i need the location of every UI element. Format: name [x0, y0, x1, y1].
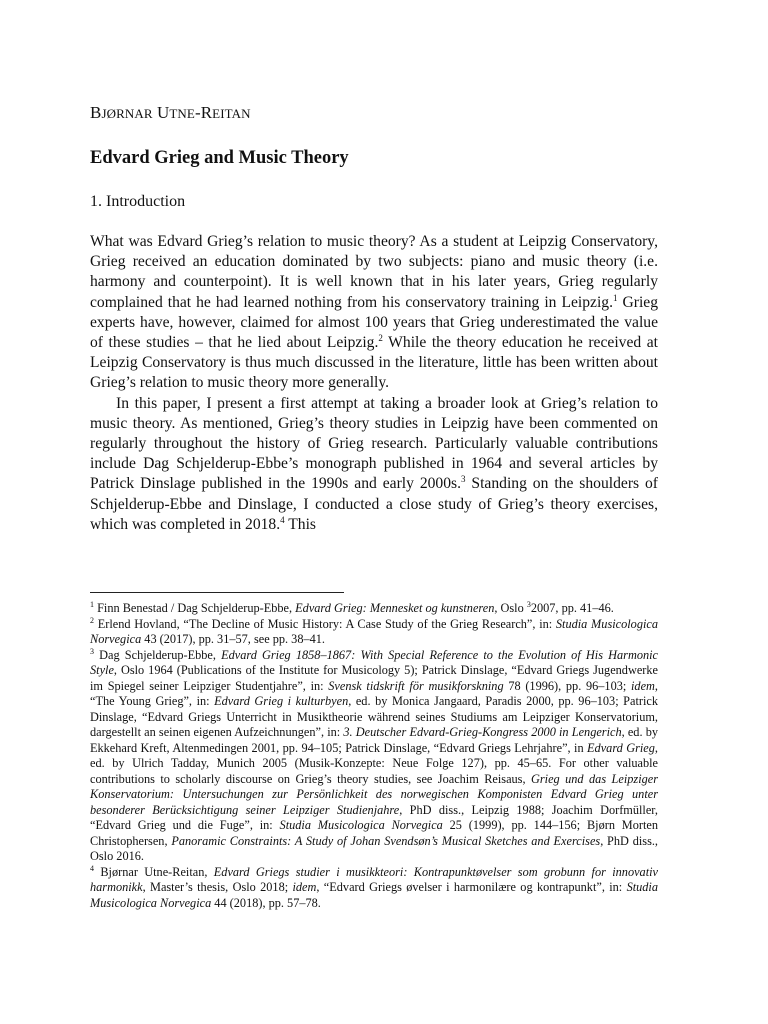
author-initial: U: [156, 103, 170, 122]
text-run: Dag Schjelderup-Ebbe,: [94, 647, 222, 662]
author-name: [90, 103, 251, 123]
text-run: , “Edvard Griegs øvelser i harmonilære og kontrapunkt”, in:: [316, 880, 627, 894]
footnote-ref: 3: [526, 599, 531, 609]
footnote-ref: 1: [613, 292, 618, 303]
text-run: While the theory education he received at Leipzig Conservatory is thus much discussed in the literature, little has been written about Grieg’s relation to music theory more generally.: [90, 334, 658, 392]
footnote-ref: 4: [90, 863, 94, 873]
text-run: 78 (1996), pp. 96–103;: [503, 678, 631, 693]
footnote: [90, 601, 658, 617]
author-initial: B: [90, 103, 102, 122]
author-smallcaps: TNE: [169, 106, 195, 121]
italic-text: idem: [292, 880, 317, 894]
footnote-ref: 4: [280, 514, 285, 525]
text-run: What was Edvard Grieg’s relation to music theory? As a student at Leipzig Conservatory, Grieg received an education dominated by two subjects: piano and music theory (i.e. harmony and counterpoint). It is well known that in his later years, Grieg regularly complained that he had learned nothing from his conservatory training in Leipzig.: [90, 233, 658, 311]
footnote-rule: [90, 592, 344, 593]
italic-text: idem: [631, 678, 655, 693]
footnote-ref: 2: [378, 332, 383, 343]
author-smallcaps: EITAN: [212, 106, 251, 121]
text-run: Grieg experts have, however, claimed for almost 100 years that Grieg underestimated the value of these studies – that he lied about Leipzig.: [90, 293, 658, 352]
text-run: Finn Benestad / Dag Schjelderup-Ebbe,: [94, 601, 296, 615]
footnote: [90, 648, 658, 865]
italic-text: Studia Musicologica Norvegica: [90, 880, 658, 910]
text-run: , ed. by Ekkehard Kreft, Altenmedingen 2001, pp. 94–105; Patrick Dinslage, “Edvard Griegs Lehrjahre”, in: [90, 725, 658, 755]
text-run: , ed. by Ulrich Tadday, Munich 2005 (Musik-Konzepte: Neue Folge 127), pp. 45–65. For other valuable contributions to scholarly discourse on Grieg’s theory studies, see Joachim Reisaus,: [90, 740, 658, 786]
paper-title: Edvard Grieg and Music Theory: [90, 148, 349, 168]
footnote-ref: 2: [90, 615, 94, 625]
italic-text: Edvard Grieg 1858–1867: With Special Reference to the Evolution of His Harmonic Style: [90, 647, 659, 677]
text-run: Bjørnar Utne-Reitan,: [94, 864, 214, 879]
author-smallcaps: JØRNAR: [101, 106, 153, 121]
italic-text: Grieg und das Leipziger Konservatorium: Untersuchungen zur Persönlichkeit des norwegischen Komponisten Edvard Grieg unter besonderer Berücksichtigung seiner Leipziger Studienjahre: [90, 771, 658, 817]
text-run: , Oslo 1964 (Publications of the Institute for Musicology 5); Patrick Dinslage, “Edvard Griegs Jugendwerke im Spiegel seiner Leipziger Studentjahre”, in:: [90, 663, 658, 693]
text-run: , Master’s thesis, Oslo 2018;: [142, 880, 293, 894]
italic-text: Edvard Griegs studier i musikkteori: Kontrapunktøvelser som grobunn for innovativ harmonikk: [90, 864, 658, 894]
footnote: [90, 617, 658, 648]
italic-text: Edvard Grieg: Mennesket og kunstneren: [295, 601, 495, 615]
italic-text: Edvard Grieg i kulturbyen: [214, 694, 349, 708]
text-run: , ed. by Monica Jangaard, Paradis 2000, pp. 96–103; Patrick Dinslage, “Edvard Griegs Unterricht in Musiktheorie während seines Studiums am Leipziger Konservatorium, dargestellt an seinen eigenen Aufzeichnungen”, in:: [90, 694, 658, 739]
text-run: Erlend Hovland, “The Decline of Music History: A Case Study of the Grieg Research”, in:: [94, 616, 556, 631]
footnotes: [90, 601, 658, 911]
footnote-ref: 3: [460, 474, 466, 485]
author-initial: R: [200, 103, 213, 122]
italic-text: Panoramic Constraints: A Study of Johan Svendsøn’s Musical Sketches and Exercises: [171, 833, 601, 848]
author-dash: -: [194, 103, 201, 122]
text-run: 43 (2017), pp. 31–57, see pp. 38–41.: [141, 632, 325, 646]
text-run: In this paper, I present a first attempt at taking a broader look at Grieg’s relation to music theory. As mentioned, Grieg’s theory studies in Leipzig have been commented on regularly throughout the history of Grieg research. Particularly valuable contributions include Dag Schjelderup-Ebbe’s monograph published in 1964 and several articles by Patrick Dinslage published in the 1990s and early 2000s.: [90, 394, 658, 493]
footnote: [90, 865, 658, 912]
section-heading: 1. Introduction: [90, 193, 186, 210]
italic-text: Studia Musicologica Norvegica: [279, 818, 443, 832]
italic-text: 3. Deutscher Edvard-Grieg-Kongress 2000 in Lengerich: [343, 725, 622, 739]
text-run: , PhD diss., Oslo 2016.: [90, 833, 658, 863]
body-paragraph: [90, 232, 658, 394]
italic-text: Svensk tidskrift för musikforskning: [328, 678, 504, 693]
italic-text: Edvard Grieg: [587, 740, 655, 755]
text-run: 2007, pp. 41–46.: [530, 601, 614, 615]
text-run: 25 (1999), pp. 144–156; Bjørn Morten Christophersen,: [90, 818, 658, 848]
text-run: , PhD diss., Leipzig 1988; Joachim Dorfmüller, “Edvard Grieg und die Fuge”, in:: [90, 802, 658, 832]
text-run: 44 (2018), pp. 57–78.: [211, 895, 321, 910]
body-text: [90, 232, 658, 535]
footnote-ref: 3: [90, 646, 94, 656]
footnote-ref: 1: [90, 599, 94, 609]
text-run: Standing on the shoulders of Schjelderup-Ebbe and Dinslage, I conducted a close study of Grieg’s theory exercises, which was completed in 2018.: [90, 475, 659, 533]
text-run: This: [284, 515, 316, 533]
italic-text: Studia Musicologica Norvegica: [90, 616, 658, 646]
body-paragraph: [90, 394, 658, 535]
text-run: , “The Young Grieg”, in:: [90, 678, 658, 708]
text-run: , Oslo: [494, 601, 527, 615]
